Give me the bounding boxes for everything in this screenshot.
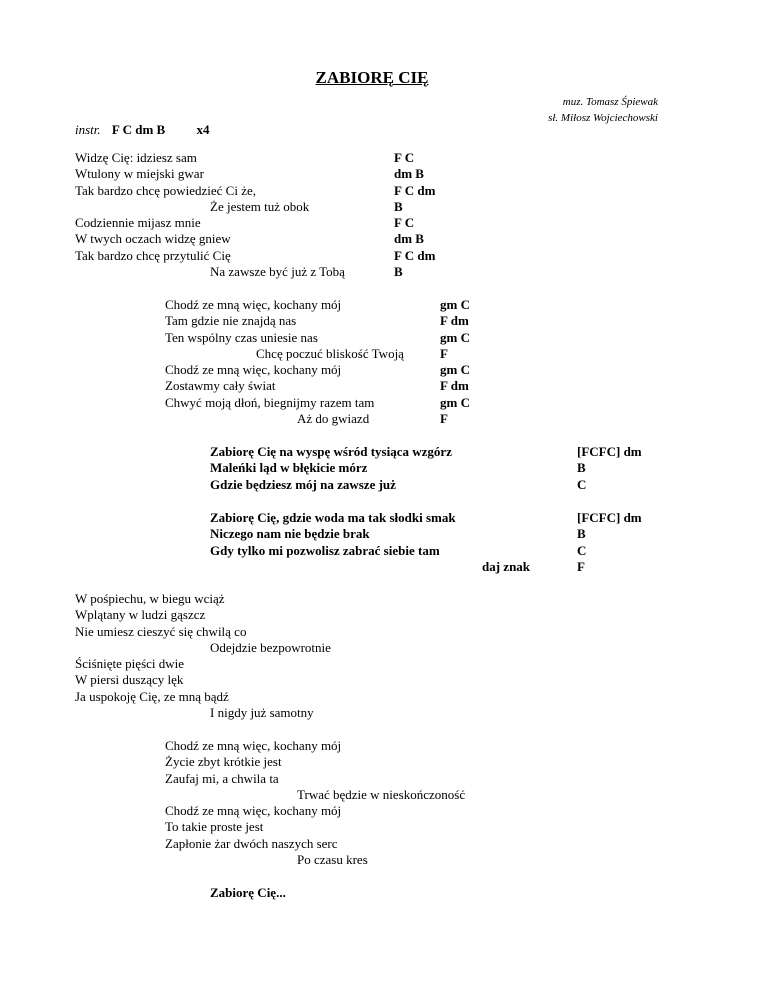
- chord-line: F C: [394, 150, 415, 165]
- chord-line: F: [440, 411, 448, 427]
- lyric-line: To takie proste jest: [165, 819, 264, 835]
- lyric-line: Gdzie będziesz mój na zawsze już: [210, 476, 396, 492]
- chord-line: F: [577, 558, 585, 574]
- chord-line: dm B: [394, 166, 424, 182]
- chord-line: C: [577, 476, 587, 492]
- lyric-line: Tam gdzie nie znajdą nas: [165, 313, 297, 329]
- chord-line: B: [394, 198, 403, 214]
- prechorus2-lyrics: [165, 738, 465, 868]
- lyric-line: Ściśnięte pięści dwie: [75, 656, 185, 672]
- chord-line: [FCFC] dm: [577, 510, 642, 525]
- chord-line: B: [577, 460, 586, 476]
- lyric-line: W piersi duszący lęk: [75, 672, 184, 688]
- lyric-line: Życie zbyt krótkie jest: [165, 754, 282, 770]
- chord-line: F: [440, 345, 448, 361]
- chord-line: F dm: [440, 313, 469, 329]
- lyric-line: Trwać będzie w nieskończoność: [297, 786, 466, 802]
- lyric-line: I nigdy już samotny: [210, 705, 314, 721]
- verse1-lyrics: [75, 150, 345, 280]
- instr-repeat: x4: [196, 122, 210, 137]
- chord-line: F dm: [440, 378, 469, 394]
- lyric-line: Tak bardzo chcę przytulić Cię: [75, 247, 231, 263]
- lyric-line: Ja uspokoję Cię, ze mną bądź: [75, 688, 229, 704]
- lyrics-credit: sł. Miłosz Wojciechowski: [548, 111, 658, 124]
- lyric-line: Maleńki ląd w błękicie mórz: [210, 460, 368, 476]
- lyric-line: Zabiorę Cię, gdzie woda ma tak słodki smak: [210, 510, 456, 525]
- lyric-line: Ten wspólny czas uniesie nas: [165, 329, 318, 345]
- lyric-line: Zaufaj mi, a chwila ta: [165, 770, 279, 786]
- lyric-line: Wtulony w miejski gwar: [75, 166, 204, 182]
- chorus2-lyrics: [210, 510, 530, 575]
- chord-line: C: [577, 542, 587, 558]
- lyric-line: Chodź ze mną więc, kochany mój: [165, 362, 342, 378]
- song-title: ZABIORĘ CIĘ: [315, 68, 429, 87]
- intro-instrumental: [75, 122, 209, 138]
- lyric-line: Chodź ze mną więc, kochany mój: [165, 297, 342, 312]
- lyric-line: Widzę Cię: idziesz sam: [75, 150, 197, 165]
- lyric-line: daj znak: [482, 558, 531, 574]
- lyric-line: Gdy tylko mi pozwolisz zabrać siebie tam: [210, 542, 440, 558]
- chorus2-chords: [577, 510, 642, 575]
- lyric-line: Zostawmy cały świat: [165, 378, 276, 394]
- chord-line: gm C: [440, 297, 470, 312]
- chord-line: [FCFC] dm: [577, 444, 642, 459]
- chord-line: F C dm: [394, 247, 436, 263]
- lyric-line: Że jestem tuż obok: [210, 198, 310, 214]
- lyric-line: Zapłonie żar dwóch naszych serc: [165, 835, 338, 851]
- chord-line: gm C: [440, 362, 470, 378]
- chord-line: dm B: [394, 231, 424, 247]
- lyric-line: Po czasu kres: [297, 852, 368, 868]
- lyric-line: W pośpiechu, w biegu wciąż: [75, 591, 225, 606]
- chord-line: B: [577, 526, 586, 542]
- music-credit: muz. Tomasz Śpiewak: [562, 96, 658, 108]
- lyric-line: Chcę poczuć bliskość Twoją: [256, 345, 404, 361]
- credits: [548, 95, 658, 126]
- lyric-line: Chodź ze mną więc, kochany mój: [165, 738, 342, 753]
- lyric-line: Codziennie mijasz mnie: [75, 215, 201, 231]
- chord-line: B: [394, 264, 403, 280]
- instr-label: instr.: [75, 122, 101, 137]
- lyric-line: W twych oczach widzę gniew: [75, 231, 231, 247]
- chord-line: gm C: [440, 394, 470, 410]
- instr-chords: F C dm B: [111, 122, 166, 137]
- verse1-chords: [394, 150, 435, 280]
- prechorus1-chords: [440, 297, 470, 427]
- lyric-line: Wplątany w ludzi gąszcz: [75, 607, 206, 623]
- chord-line: gm C: [440, 329, 470, 345]
- chord-line: F C: [394, 215, 415, 231]
- chord-line: F C dm: [394, 182, 436, 198]
- lyric-line: Niczego nam nie będzie brak: [210, 526, 370, 542]
- lyric-line: Chodź ze mną więc, kochany mój: [165, 803, 342, 819]
- lyric-line: Na zawsze być już z Tobą: [210, 264, 345, 280]
- lyric-line: Aż do gwiazd: [297, 411, 370, 427]
- chorus1-lyrics: [210, 444, 452, 493]
- outro-line: Zabiorę Cię...: [210, 885, 286, 900]
- lyric-line: Chwyć moją dłoń, biegnijmy razem tam: [165, 394, 375, 410]
- lyric-line: Nie umiesz cieszyć się chwilą co: [75, 623, 247, 639]
- prechorus1-lyrics: [165, 297, 404, 427]
- lyric-line: Zabiorę Cię na wyspę wśród tysiąca wzgórz: [210, 444, 452, 459]
- verse2-lyrics: [75, 591, 331, 721]
- lyric-line: Odejdzie bezpowrotnie: [210, 639, 331, 655]
- lyric-line: Tak bardzo chcę powiedzieć Ci że,: [75, 182, 256, 198]
- chorus1-chords: [577, 444, 642, 493]
